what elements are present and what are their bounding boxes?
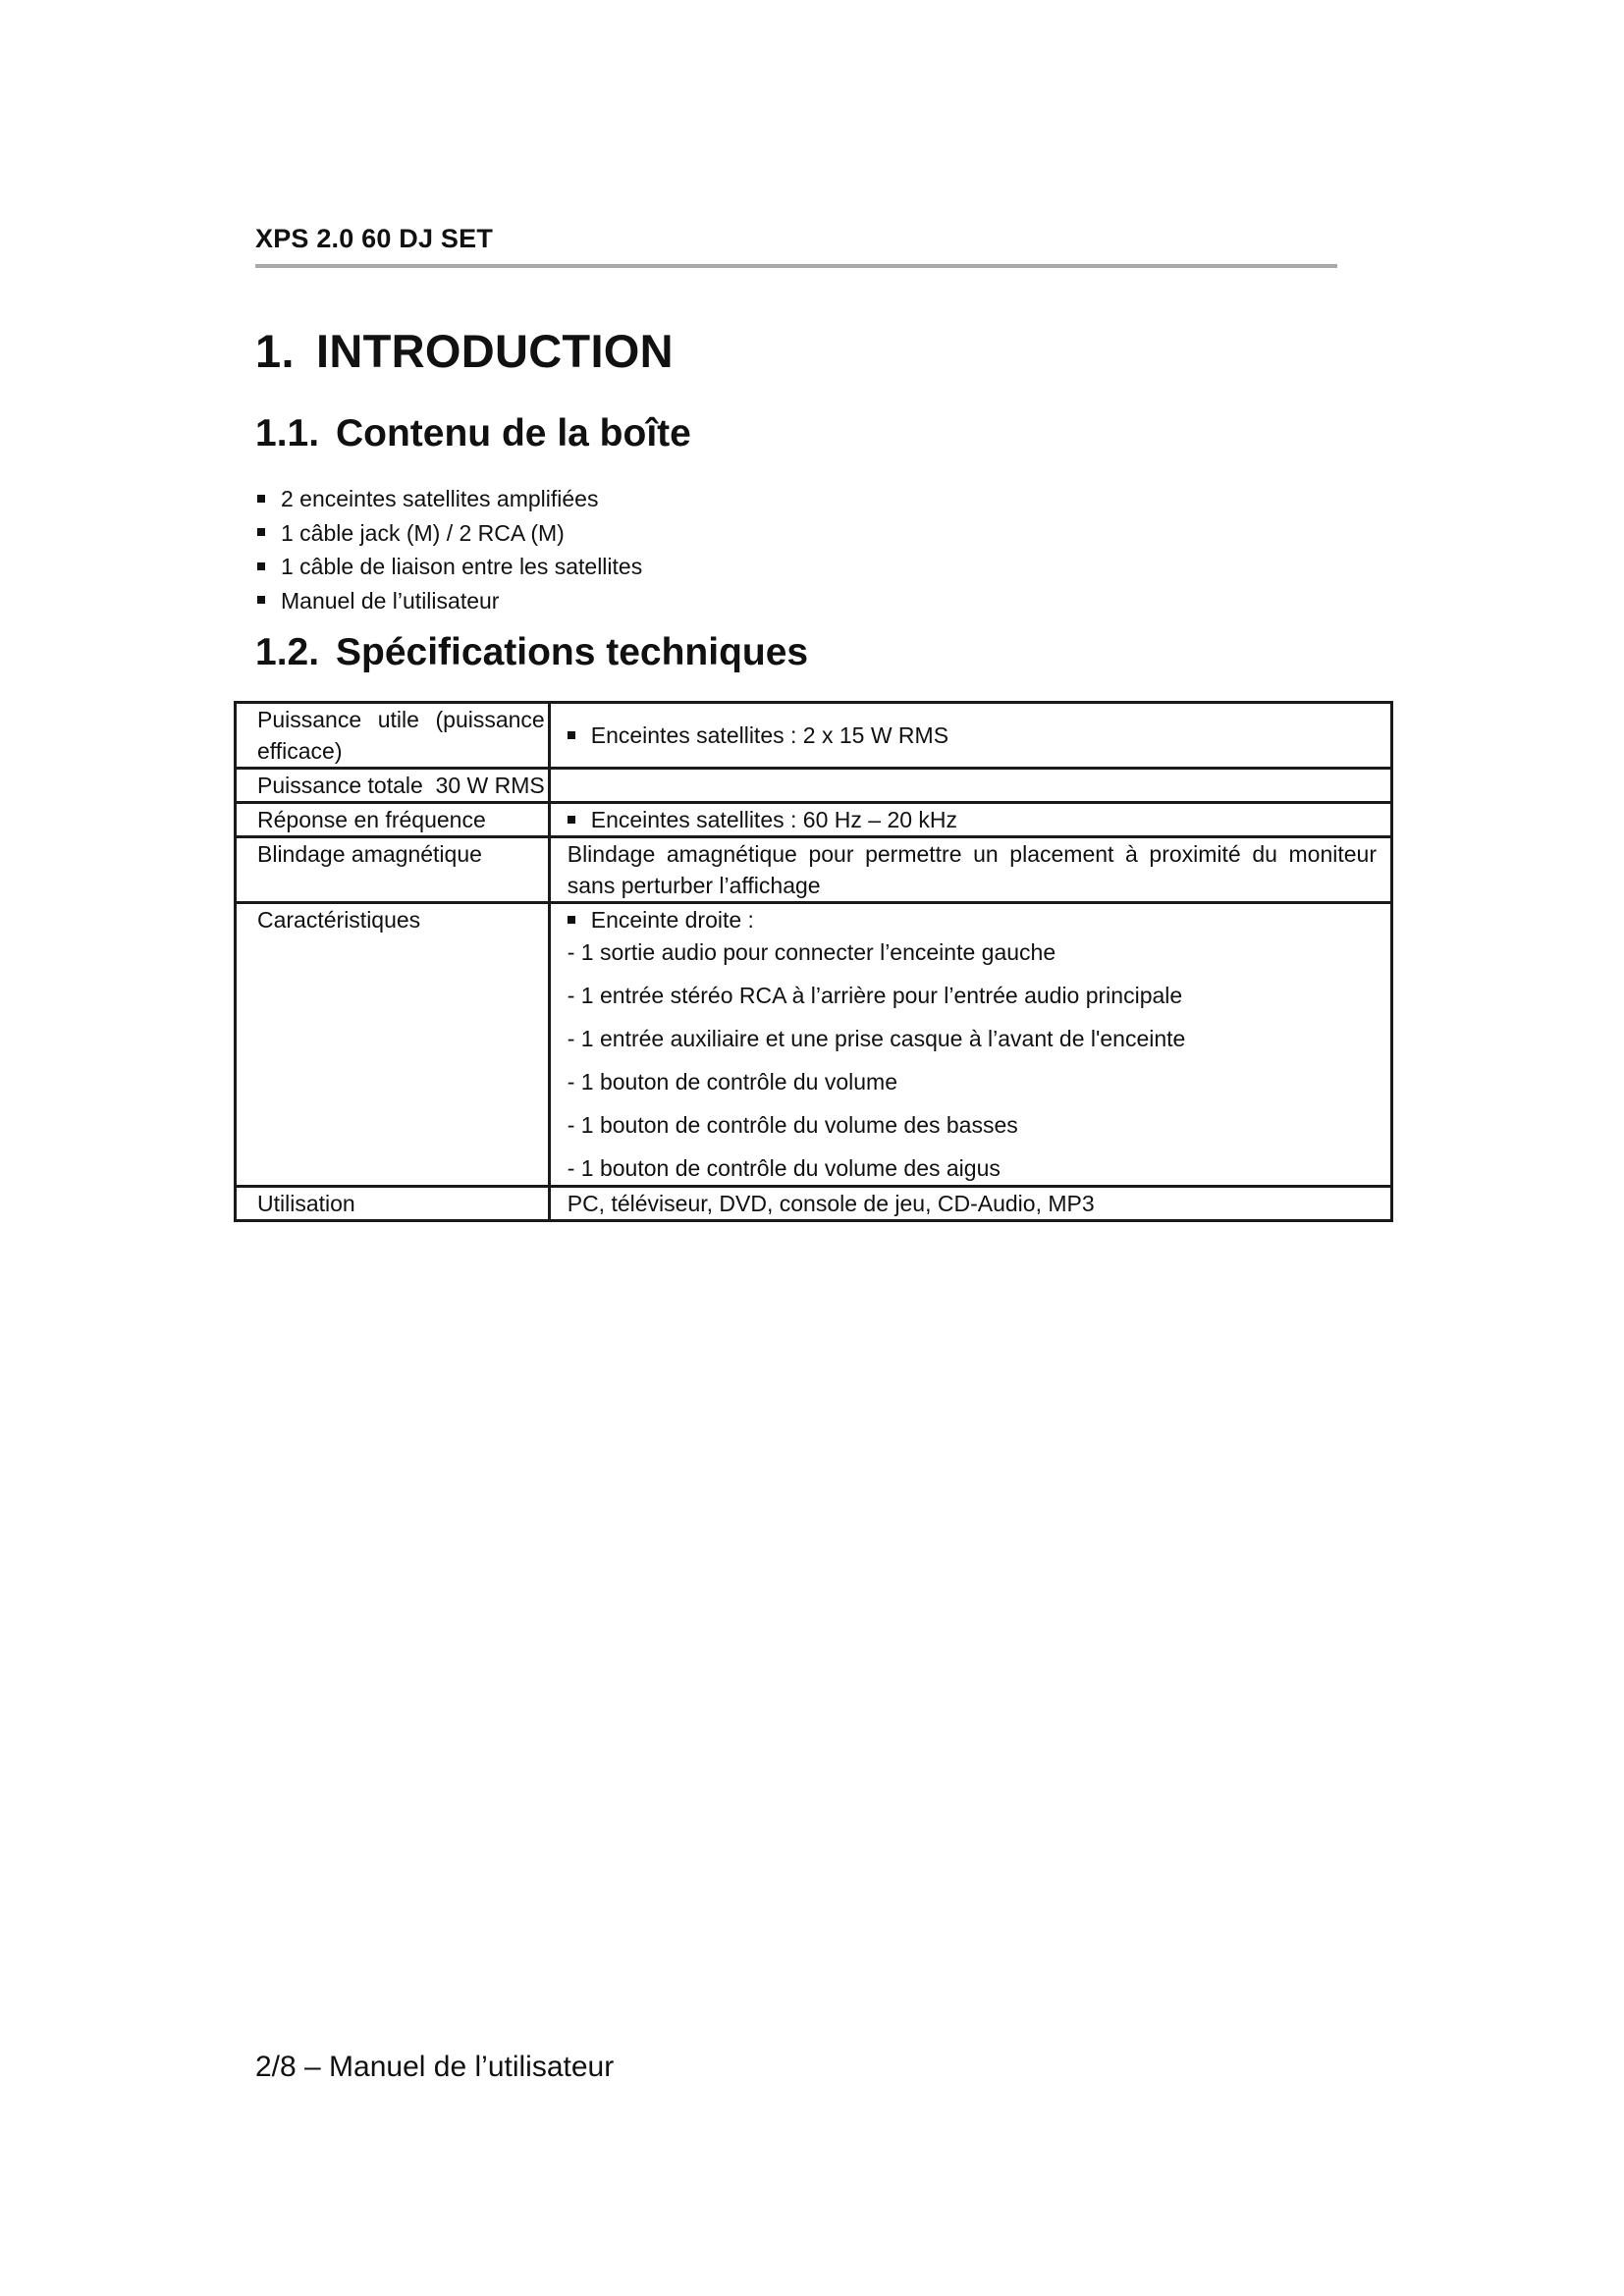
section-title: INTRODUCTION — [316, 325, 674, 377]
square-bullet-icon — [568, 916, 575, 924]
subsection-title: Contenu de la boîte — [336, 412, 691, 454]
spec-value — [549, 703, 1391, 769]
table-row — [236, 837, 1392, 903]
features-heading-text: Enceinte droite : — [590, 907, 754, 933]
spec-label: Blindage amagnétique — [236, 837, 550, 903]
spec-label: Réponse en fréquence — [236, 803, 550, 837]
spec-value — [549, 769, 1391, 803]
spec-label: Puissance totale 30 W RMS — [236, 769, 550, 803]
square-bullet-icon — [257, 596, 265, 604]
spec-value — [549, 903, 1391, 1187]
spec-value: Blindage amagnétique pour permettre un placement à proximité du moniteur sans perturber l’affichage — [549, 837, 1391, 903]
feature-line: - 1 entrée auxiliaire et une prise casque à l’avant de l'enceinte — [567, 1026, 1186, 1051]
box-contents-list — [257, 482, 642, 617]
feature-line: - 1 sortie audio pour connecter l’enceinte gauche — [567, 939, 1056, 965]
spec-value — [549, 803, 1391, 837]
page-footer: 2/8 – Manuel de l’utilisateur — [255, 2051, 615, 2083]
list-item — [257, 516, 642, 551]
spec-value: PC, téléviseur, DVD, console de jeu, CD-Audio, MP3 — [549, 1187, 1391, 1221]
features-heading — [568, 904, 1377, 935]
running-header: XPS 2.0 60 DJ SET — [255, 224, 494, 253]
spec-label: Puissance utile (puissance efficace) — [236, 703, 550, 769]
table-row — [236, 903, 1392, 1187]
spec-label: Utilisation — [236, 1187, 550, 1221]
list-item-text: 2 enceintes satellites amplifiées — [281, 486, 599, 511]
table-row — [236, 703, 1392, 769]
list-item — [257, 584, 642, 618]
spec-value-text: Enceintes satellites : 60 Hz – 20 kHz — [590, 807, 958, 832]
feature-line: - 1 bouton de contrôle du volume des aigus — [567, 1155, 1001, 1181]
spec-value-text: Enceintes satellites : 2 x 15 W RMS — [590, 722, 949, 748]
list-item — [257, 550, 642, 584]
list-item-text: 1 câble jack (M) / 2 RCA (M) — [281, 519, 565, 546]
specifications-table — [234, 701, 1393, 1222]
square-bullet-icon — [257, 562, 265, 570]
feature-line: - 1 bouton de contrôle du volume — [567, 1069, 898, 1095]
list-item-text: Manuel de l’utilisateur — [281, 587, 500, 614]
section-number: 1. — [255, 325, 295, 377]
square-bullet-icon — [257, 528, 265, 536]
feature-line: - 1 bouton de contrôle du volume des basses — [567, 1112, 1018, 1138]
table-row — [236, 769, 1392, 803]
list-item — [257, 482, 642, 516]
list-item-text: 1 câble de liaison entre les satellites — [281, 554, 643, 579]
spec-label: Caractéristiques — [236, 903, 550, 1187]
table-row — [236, 1187, 1392, 1221]
subsection-heading-specifications — [255, 631, 808, 674]
square-bullet-icon — [257, 495, 265, 503]
feature-line: - 1 entrée stéréo RCA à l’arrière pour l’entrée audio principale — [567, 983, 1183, 1008]
subsection-heading-box-contents — [255, 412, 691, 455]
square-bullet-icon — [568, 731, 575, 739]
header-divider — [255, 264, 1337, 268]
subsection-title: Spécifications techniques — [336, 631, 809, 673]
square-bullet-icon — [568, 816, 575, 824]
subsection-number: 1.1. — [255, 412, 320, 454]
subsection-number: 1.2. — [255, 631, 320, 673]
section-heading-introduction — [255, 324, 674, 378]
table-row — [236, 803, 1392, 837]
